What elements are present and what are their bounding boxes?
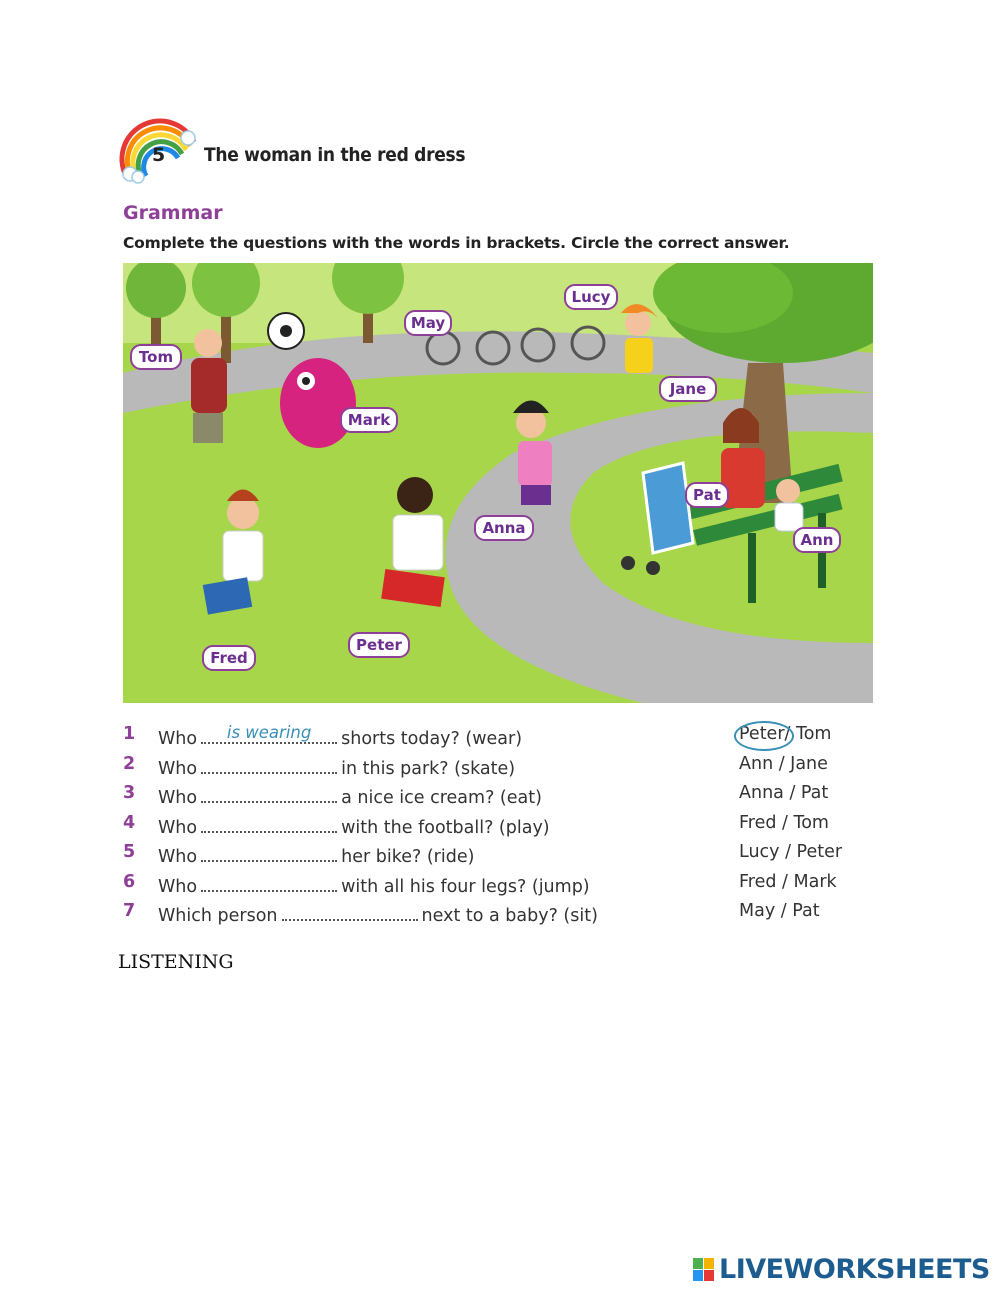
logo-blocks-icon bbox=[693, 1258, 715, 1282]
item-prefix: Who bbox=[158, 729, 198, 749]
answer-options-6[interactable]: Fred / Mark bbox=[739, 872, 837, 892]
label-fred: Fred bbox=[210, 649, 248, 667]
exercise-row-4 bbox=[123, 813, 883, 841]
answer-options-5[interactable]: Lucy / Peter bbox=[739, 842, 843, 862]
item-number: 2 bbox=[123, 754, 136, 774]
item-question: in this park? (skate) bbox=[341, 759, 516, 779]
exercise-row-7 bbox=[123, 901, 883, 929]
label-lucy: Lucy bbox=[571, 288, 611, 306]
label-anna: Anna bbox=[482, 519, 526, 537]
exercise-row-6 bbox=[123, 872, 883, 900]
football-icon bbox=[268, 313, 304, 349]
circled-option: Peter bbox=[739, 724, 785, 744]
logo-text: LIVEWORKSHEETS bbox=[719, 1254, 990, 1285]
answer-gap-7[interactable] bbox=[282, 901, 418, 921]
item-question: next to a baby? (sit) bbox=[421, 906, 598, 926]
item-question: shorts today? (wear) bbox=[341, 729, 523, 749]
exercise-row-5 bbox=[123, 842, 883, 870]
rainbow-unit-badge bbox=[118, 116, 202, 184]
item-prefix: Who bbox=[158, 788, 198, 808]
answer-gap-6[interactable] bbox=[201, 872, 337, 892]
unit-number: 5 bbox=[152, 144, 166, 166]
park-illustration bbox=[123, 263, 873, 703]
item-prefix: Who bbox=[158, 847, 198, 867]
label-jane: Jane bbox=[669, 380, 707, 398]
label-pat: Pat bbox=[693, 486, 721, 504]
answer-gap-3[interactable] bbox=[201, 783, 337, 803]
item-prefix: Which person bbox=[158, 906, 278, 926]
item-question: with the football? (play) bbox=[341, 818, 550, 838]
item-prefix: Who bbox=[158, 759, 198, 779]
label-mark: Mark bbox=[347, 411, 391, 429]
answer-rest: / Tom bbox=[784, 724, 832, 744]
answer-options-3[interactable]: Anna / Pat bbox=[739, 783, 829, 803]
filled-answer: is wearing bbox=[226, 723, 312, 742]
answer-gap-1[interactable] bbox=[201, 724, 337, 744]
answer-gap-2[interactable] bbox=[201, 754, 337, 774]
label-ann: Ann bbox=[800, 531, 834, 549]
exercise-row-2 bbox=[123, 754, 883, 782]
instruction: Complete the questions with the words in brackets. Circle the correct answer. bbox=[123, 234, 790, 252]
item-number: 7 bbox=[123, 901, 136, 921]
item-prefix: Who bbox=[158, 877, 198, 897]
item-question: a nice ice cream? (eat) bbox=[341, 788, 542, 808]
unit-title: The woman in the red dress bbox=[204, 144, 466, 166]
liveworksheets-logo[interactable] bbox=[693, 1254, 993, 1286]
exercise-row-3 bbox=[123, 783, 883, 811]
item-number: 5 bbox=[123, 842, 136, 862]
item-number: 4 bbox=[123, 813, 136, 833]
item-number: 6 bbox=[123, 872, 136, 892]
item-question: her bike? (ride) bbox=[341, 847, 475, 867]
item-number: 3 bbox=[123, 783, 136, 803]
label-tom: Tom bbox=[138, 348, 174, 366]
section-title: Grammar bbox=[123, 202, 223, 224]
answer-gap-4[interactable] bbox=[201, 813, 337, 833]
listening-heading: LISTENING bbox=[118, 951, 234, 973]
exercise-row-1 bbox=[123, 724, 883, 752]
answer-options-4[interactable]: Fred / Tom bbox=[739, 813, 829, 833]
item-question: with all his four legs? (jump) bbox=[341, 877, 590, 897]
answer-options-7[interactable]: May / Pat bbox=[739, 901, 820, 921]
item-number: 1 bbox=[123, 724, 136, 744]
answer-gap-5[interactable] bbox=[201, 842, 337, 862]
label-peter: Peter bbox=[356, 636, 402, 654]
answer-options-2[interactable]: Ann / Jane bbox=[739, 754, 828, 774]
item-prefix: Who bbox=[158, 818, 198, 838]
answer-options-1[interactable] bbox=[739, 724, 831, 744]
label-may: May bbox=[410, 314, 446, 332]
